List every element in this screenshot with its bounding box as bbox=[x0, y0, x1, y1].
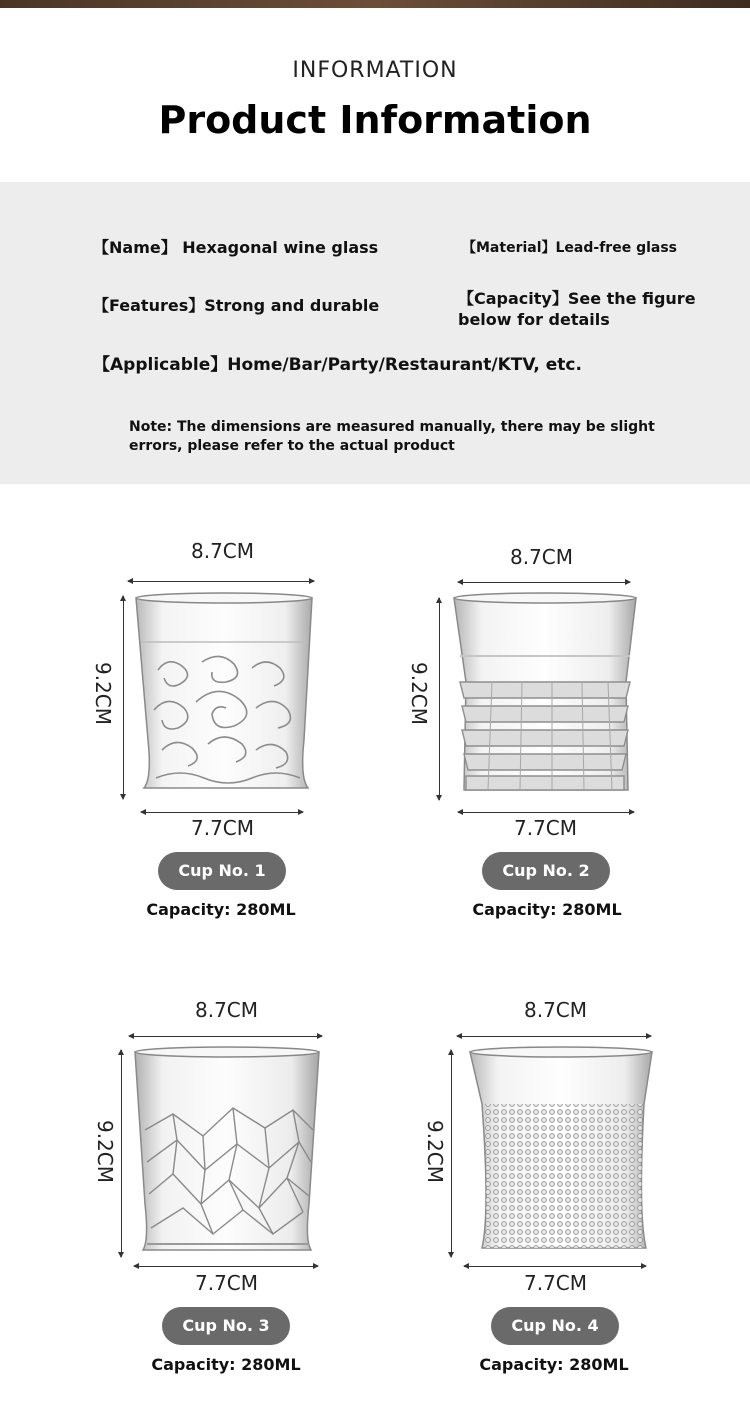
cup-3-top-width-line bbox=[129, 1036, 322, 1037]
section-eyebrow: INFORMATION bbox=[292, 58, 458, 83]
cup-2-height-line bbox=[439, 598, 440, 800]
cup-2-label-pill: Cup No. 2 bbox=[482, 852, 610, 890]
cup-3-capacity: Capacity: 280ML bbox=[151, 1355, 301, 1374]
cup-2-top-width: 8.7CM bbox=[510, 545, 574, 569]
spec-capacity-line1: 【Capacity】See the figure bbox=[458, 289, 696, 308]
measurement-note bbox=[129, 418, 689, 456]
spec-applicable: 【Applicable】Home/Bar/Party/Restaurant/KTV, etc. bbox=[93, 355, 582, 375]
cup-3-bottom-width-line bbox=[134, 1266, 318, 1267]
spec-material: 【Material】Lead-free glass bbox=[462, 240, 678, 256]
cup-1-top-width-line bbox=[128, 581, 314, 582]
cup-3-top-width: 8.7CM bbox=[195, 998, 259, 1022]
cup-4-top-width: 8.7CM bbox=[524, 998, 588, 1022]
cup-4-height: 9.2CM bbox=[423, 1120, 447, 1184]
cup-1-height-line bbox=[123, 596, 124, 799]
measurement-note-line1: Note: The dimensions are measured manually, there may be slight bbox=[129, 419, 655, 435]
cup-2-glass-image bbox=[452, 590, 638, 798]
cup-4-label-pill: Cup No. 4 bbox=[491, 1307, 619, 1345]
page-title: Product Information bbox=[158, 98, 592, 142]
measurement-note-line2: errors, please refer to the actual product bbox=[129, 438, 455, 454]
cup-4-height-line bbox=[451, 1050, 452, 1257]
spec-name: 【Name】 Hexagonal wine glass bbox=[93, 238, 379, 257]
cup-2-bottom-width: 7.7CM bbox=[514, 816, 578, 840]
cup-3-height: 9.2CM bbox=[93, 1120, 117, 1184]
cup-2-top-width-line bbox=[458, 582, 630, 583]
cup-1-bottom-width-line bbox=[141, 812, 303, 813]
cup-1-label-pill: Cup No. 1 bbox=[158, 852, 286, 890]
cup-2-capacity: Capacity: 280ML bbox=[472, 900, 622, 919]
spec-features: 【Features】Strong and durable bbox=[93, 296, 380, 315]
spec-capacity-line2: below for details bbox=[458, 310, 610, 329]
cup-2-bottom-width-line bbox=[458, 812, 634, 813]
cup-3-bottom-width: 7.7CM bbox=[195, 1271, 259, 1295]
cup-1-glass-image bbox=[132, 590, 316, 800]
top-banner-strip bbox=[0, 0, 750, 8]
cup-4-bottom-width-line bbox=[464, 1266, 646, 1267]
cup-4-capacity: Capacity: 280ML bbox=[479, 1355, 629, 1374]
cup-1-height: 9.2CM bbox=[91, 662, 115, 726]
cup-1-top-width: 8.7CM bbox=[191, 539, 255, 563]
cup-3-height-line bbox=[121, 1050, 122, 1257]
cup-4-bottom-width: 7.7CM bbox=[524, 1271, 588, 1295]
cup-1-capacity: Capacity: 280ML bbox=[146, 900, 296, 919]
cup-4-glass-image bbox=[468, 1044, 654, 1254]
spec-capacity bbox=[458, 286, 696, 329]
cup-3-glass-image bbox=[133, 1044, 323, 1256]
cup-3-label-pill: Cup No. 3 bbox=[162, 1307, 290, 1345]
cup-4-top-width-line bbox=[457, 1036, 651, 1037]
cup-1-bottom-width: 7.7CM bbox=[191, 816, 255, 840]
cup-2-height: 9.2CM bbox=[407, 662, 431, 726]
